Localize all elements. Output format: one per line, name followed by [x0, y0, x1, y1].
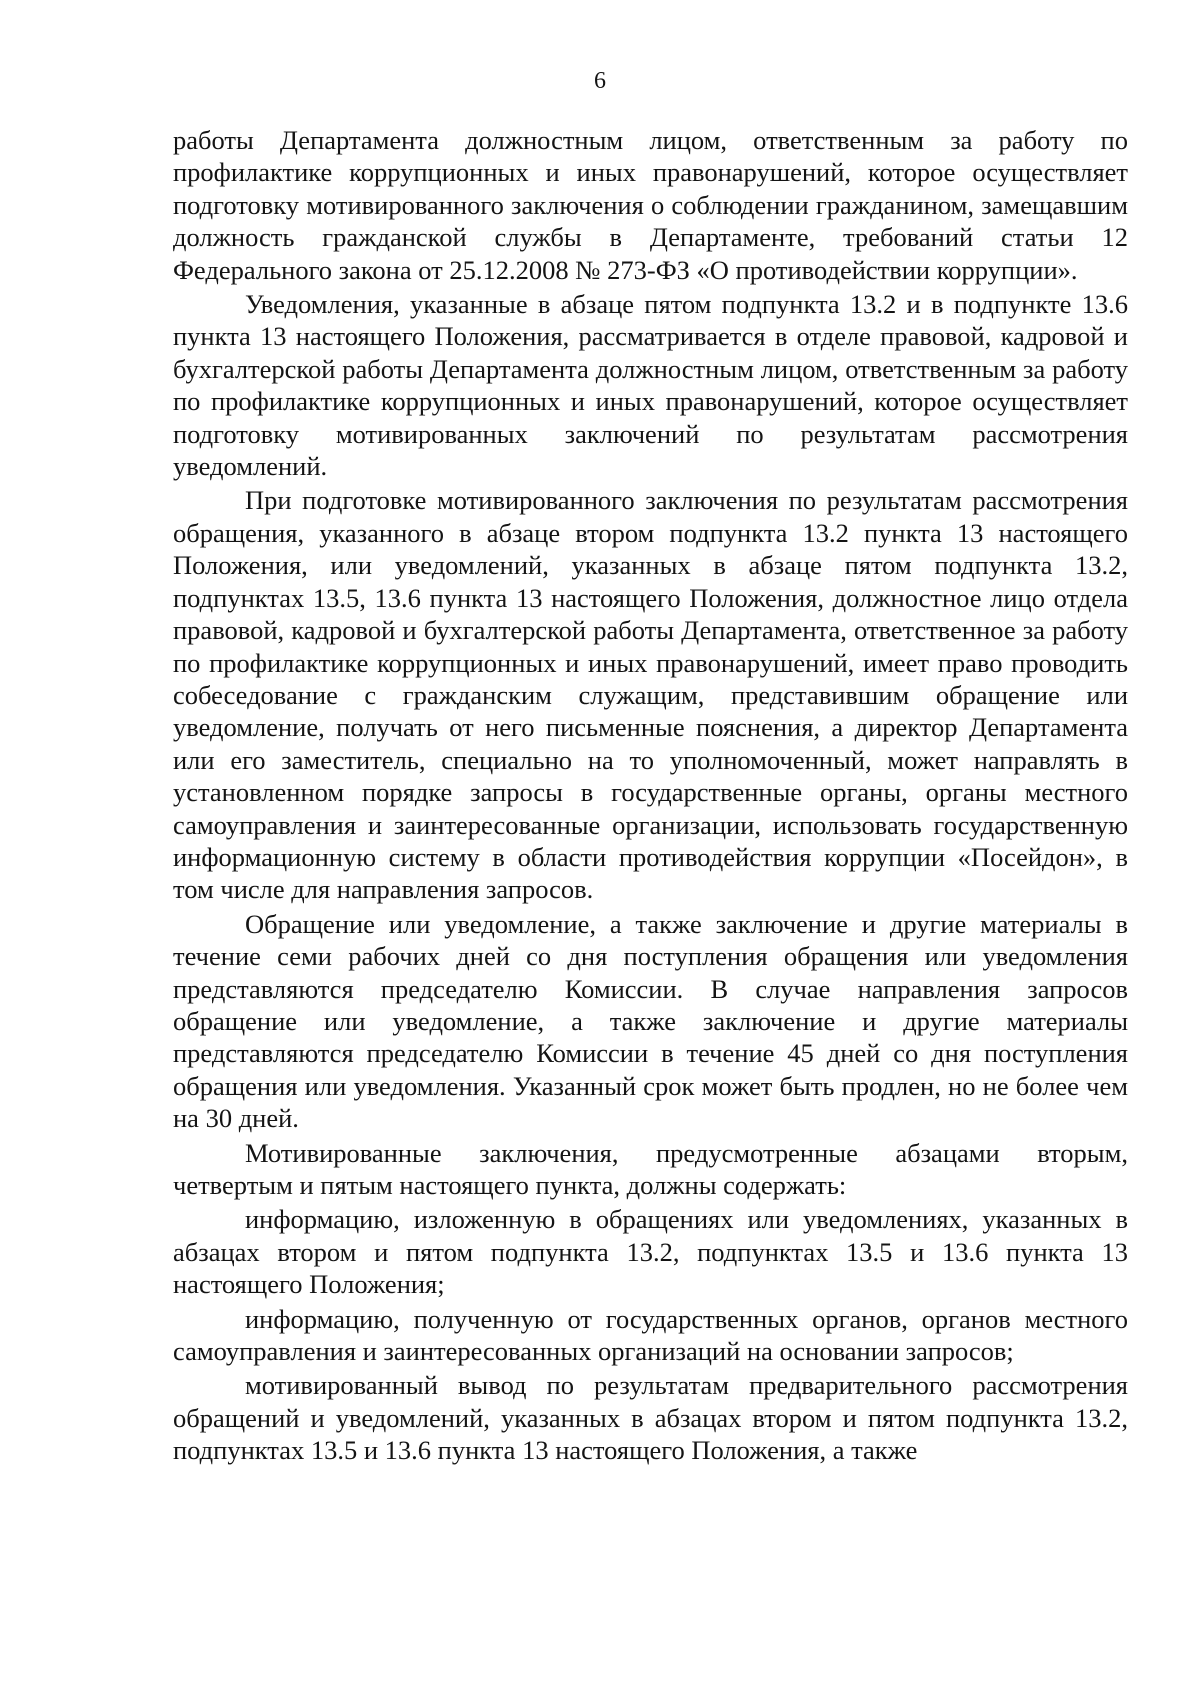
paragraph-8: мотивированный вывод по результатам предварительного рассмотрения обращений и уведомлений, указанных в абзацах втором и пятом подпункта 13.2, подпунктах 13.5 и 13.6 пункта 13 настоящего Положения, а также	[173, 1370, 1128, 1466]
document-body	[173, 124, 1128, 1467]
paragraph-5: Мотивированные заключения, предусмотренные абзацами вторым, четвертым и пятым настоящего пункта, должны содержать:	[173, 1137, 1128, 1200]
paragraph-4: Обращение или уведомление, а также заключение и другие материалы в течение семи рабочих дней со дня поступления обращения или уведомления представляются председателю Комиссии. В случае направления запросов обращение или уведомление, а также заключение и другие материалы представляются председателю Комиссии в течение 45 дней со дня поступления обращения или уведомления. Указанный срок может быть продлен, но не более чем на 30 дней.	[173, 908, 1128, 1134]
paragraph-1: работы Департамента должностным лицом, ответственным за работу по профилактике коррупционных и иных правонарушений, которое осуществляет подготовку мотивированного заключения о соблюдении гражданином, замещавшим должность гражданской службы в Департаменте, требований статьи 12 Федерального закона от 25.12.2008 № 273-ФЗ «О противодействии коррупции».	[173, 125, 1128, 285]
paragraph-2: Уведомления, указанные в абзаце пятом подпункта 13.2 и в подпункте 13.6 пункта 13 настоящего Положения, рассматривается в отделе правовой, кадровой и бухгалтерской работы Департамента должностным лицом, ответственным за работу по профилактике коррупционных и иных правонарушений, которое осуществляет подготовку мотивированных заключений по результатам рассмотрения уведомлений.	[173, 289, 1128, 482]
page-number: 6	[594, 68, 606, 94]
paragraph-3: При подготовке мотивированного заключения по результатам рассмотрения обращения, указанного в абзаце втором подпункта 13.2 пункта 13 настоящего Положения, или уведомлений, указанных в абзаце пятом подпункта 13.2, подпунктах 13.5, 13.6 пункта 13 настоящего Положения, должностное лицо отдела правовой, кадровой и бухгалтерской работы Департамента, ответственное за работу по профилактике коррупционных и иных правонарушений, имеет право проводить собеседование с гражданским служащим, представившим обращение или уведомление, получать от него письменные пояснения, а директор Департамента или его заместитель, специально на то уполномоченный, может направлять в установленном порядке запросы в государственные органы, органы местного самоуправления и заинтересованные организации, использовать государственную информационную систему в области противодействия коррупции «Посейдон», в том числе для направления запросов.	[173, 485, 1128, 905]
paragraph-6: информацию, изложенную в обращениях или уведомлениях, указанных в абзацах втором и пятом подпункта 13.2, подпунктах 13.5 и 13.6 пункта 13 настоящего Положения;	[173, 1204, 1128, 1300]
paragraph-7: информацию, полученную от государственных органов, органов местного самоуправления и заинтересованных организаций на основании запросов;	[173, 1303, 1128, 1367]
